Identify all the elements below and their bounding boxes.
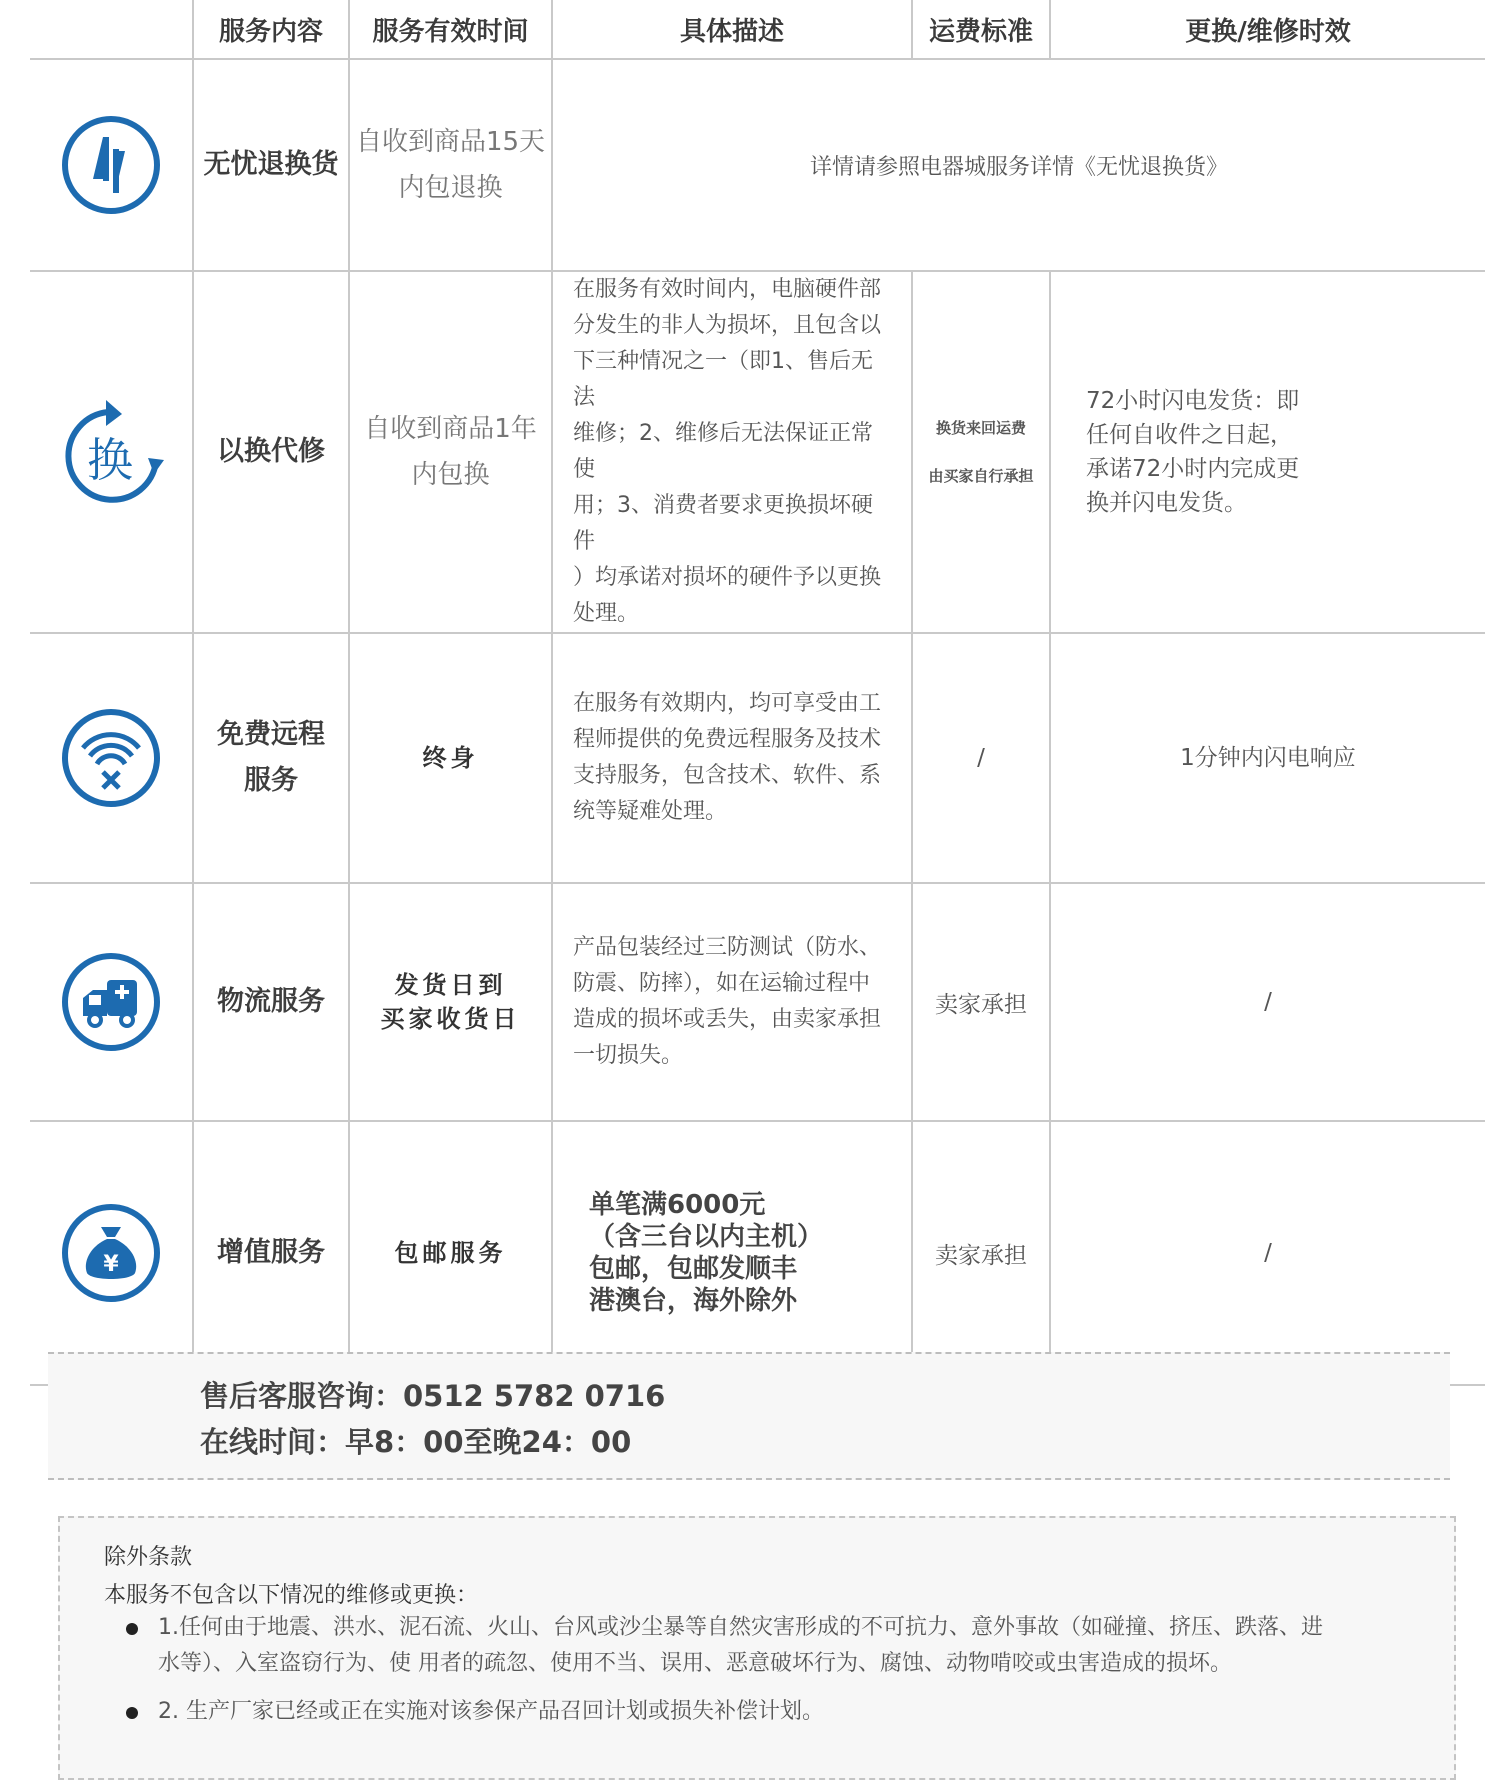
description: 在服务有效时间内，电脑硬件部 分发生的非人为损坏，且包含以 下三种情况之一（即1、售后无法 维修；2、维修后无法保证正常使 用；3、消费者要求更换损坏硬件 ）均承诺对损坏的硬件予以更换 处理。 xyxy=(552,271,912,633)
exclusion-list xyxy=(124,1610,1424,1742)
bullet-icon xyxy=(126,1623,138,1635)
service-name: 免费远程 服务 xyxy=(193,633,349,883)
shipping-fee: / xyxy=(912,633,1050,883)
table-header-row xyxy=(30,0,1485,59)
service-name: 以换代修 xyxy=(193,271,349,633)
list-item: 1.任何由于地震、洪水、泥石流、火山、台风或沙尘暴等自然灾害形成的不可抗力、意外事故（如碰撞、挤压、跌落、进 水等）、入室盗窃行为、使 用者的疏忽、使用不当、误用、恶意破坏行为、腐蚀、动物啃咬或虫害造成的损坏。 xyxy=(124,1610,1424,1682)
description: 单笔满6000元 （含三台以内主机） 包邮，包邮发顺丰 港澳台，海外除外 xyxy=(552,1121,912,1385)
online-hours: 在线时间：早8：00至晚24：00 xyxy=(200,1425,632,1459)
valid-time: 自收到商品15天 内包退换 xyxy=(349,59,552,271)
exclusion-clause-box xyxy=(58,1516,1456,1780)
money-bag-icon xyxy=(59,1201,163,1305)
exchange-icon xyxy=(56,392,166,512)
table-row xyxy=(30,1121,1485,1385)
icon-cell xyxy=(30,633,193,883)
exclusion-title: 除外条款 xyxy=(104,1545,193,1570)
icon-cell xyxy=(30,883,193,1121)
header-shipping-fee: 运费标准 xyxy=(912,0,1050,59)
replacement-time: 72小时闪电发货：即 任何自收件之日起， 承诺72小时内完成更 换并闪电发货。 xyxy=(1050,271,1485,633)
exchange-icon-char: 换 xyxy=(87,433,133,487)
table-row xyxy=(30,883,1485,1121)
header-valid-time: 服务有效时间 xyxy=(349,0,552,59)
description: 在服务有效期内，均可享受由工 程师提供的免费远程服务及技术 支持服务，包含技术、软件、系 统等疑难处理。 xyxy=(552,633,912,883)
shipping-fee: 换货来回运费 由买家自行承担 xyxy=(912,271,1050,633)
icon-cell xyxy=(30,59,193,271)
replacement-time: / xyxy=(1050,883,1485,1121)
truck-icon xyxy=(59,950,163,1054)
valid-time: 自收到商品1年 内包换 xyxy=(349,271,552,633)
service-name: 物流服务 xyxy=(193,883,349,1121)
return-exchange-icon xyxy=(59,113,163,217)
service-name: 无忧退换货 xyxy=(193,59,349,271)
table-row xyxy=(30,271,1485,633)
service-hotline: 售后客服咨询：0512 5782 0716 xyxy=(200,1379,666,1413)
merged-description: 详情请参照电器城服务详情《无忧退换货》 xyxy=(552,59,1485,271)
table-row xyxy=(30,633,1485,883)
valid-time: 发货日到 买家收货日 xyxy=(349,883,552,1121)
valid-time: 终身 xyxy=(349,633,552,883)
valid-time: 包邮服务 xyxy=(349,1121,552,1385)
description: 产品包装经过三防测试（防水、 防震、防摔），如在运输过程中 造成的损坏或丢失，由卖家承担 一切损失。 xyxy=(552,883,912,1121)
customer-service-box xyxy=(48,1352,1450,1480)
replacement-time: 1分钟内闪电响应 xyxy=(1050,633,1485,883)
table-row xyxy=(30,59,1485,271)
header-service-content: 服务内容 xyxy=(193,0,349,59)
icon-cell xyxy=(30,1121,193,1385)
service-table xyxy=(30,0,1485,1386)
shipping-fee: 卖家承担 xyxy=(912,883,1050,1121)
shipping-fee: 卖家承担 xyxy=(912,1121,1050,1385)
replacement-time: / xyxy=(1050,1121,1485,1385)
yuan-symbol: ¥ xyxy=(103,1252,119,1277)
exclusion-subtitle: 本服务不包含以下情况的维修或更换： xyxy=(104,1583,479,1608)
service-name: 增值服务 xyxy=(193,1121,349,1385)
header-icon-col xyxy=(30,0,193,59)
header-description: 具体描述 xyxy=(552,0,912,59)
bullet-icon xyxy=(126,1707,138,1719)
list-item: 2. 生产厂家已经或正在实施对该参保产品召回计划或损失补偿计划。 xyxy=(124,1694,1424,1730)
header-replacement-time: 更换/维修时效 xyxy=(1050,0,1485,59)
icon-cell xyxy=(30,271,193,633)
remote-service-icon xyxy=(59,706,163,810)
